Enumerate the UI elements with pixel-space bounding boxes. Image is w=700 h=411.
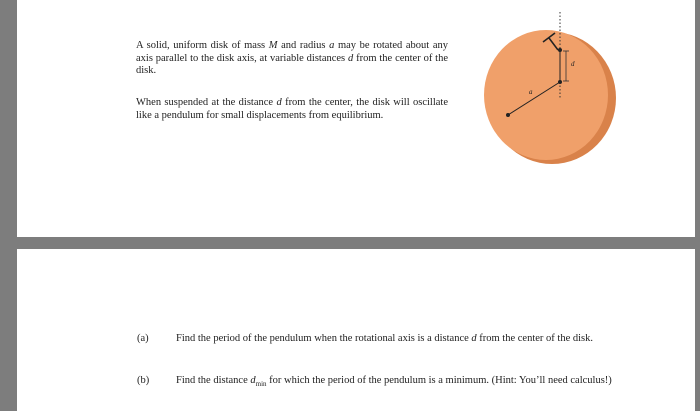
disk-face <box>484 30 608 160</box>
text-run: When suspended at the distance <box>136 97 277 108</box>
page-bottom <box>17 249 695 411</box>
problem-paragraph-1 <box>136 40 448 78</box>
text-run: from the center of the disk. <box>136 52 448 76</box>
d-label: d <box>571 60 575 68</box>
question-label: (b) <box>137 375 150 386</box>
text-run: may be rotated about any axis parallel to the disk axis, at variable distances <box>136 40 448 64</box>
mass-symbol: M <box>268 40 278 51</box>
distance-symbol: d <box>348 52 354 64</box>
a-label: a <box>529 88 533 96</box>
text-run: Find the distance <box>176 375 251 386</box>
distance-symbol: d <box>276 97 282 108</box>
radius-symbol: a <box>329 40 335 51</box>
text-run: from the center, the disk will oscillate like a pendulum for small displacements from equilibrium. <box>136 97 448 121</box>
text-run: for which the period of the pendulum is a minimum. (Hint: You’ll need calculus!) <box>266 375 612 386</box>
distance-symbol: d <box>471 333 477 344</box>
disk-diagram <box>477 10 637 185</box>
text-run: Find the period of the pendulum when the rotational axis is a distance <box>176 333 472 344</box>
page-top <box>17 0 695 237</box>
text-run: and radius <box>277 40 330 51</box>
question-text <box>176 375 626 391</box>
question-label: (a) <box>137 333 149 344</box>
text-run: from the center of the disk. <box>476 333 593 344</box>
problem-paragraph-2 <box>136 97 448 122</box>
subscript-min: min <box>255 380 267 389</box>
distance-symbol: d <box>250 375 256 386</box>
text-run: A solid, uniform disk of mass <box>136 40 269 51</box>
radius-end-point <box>506 113 510 117</box>
question-text <box>176 333 626 346</box>
